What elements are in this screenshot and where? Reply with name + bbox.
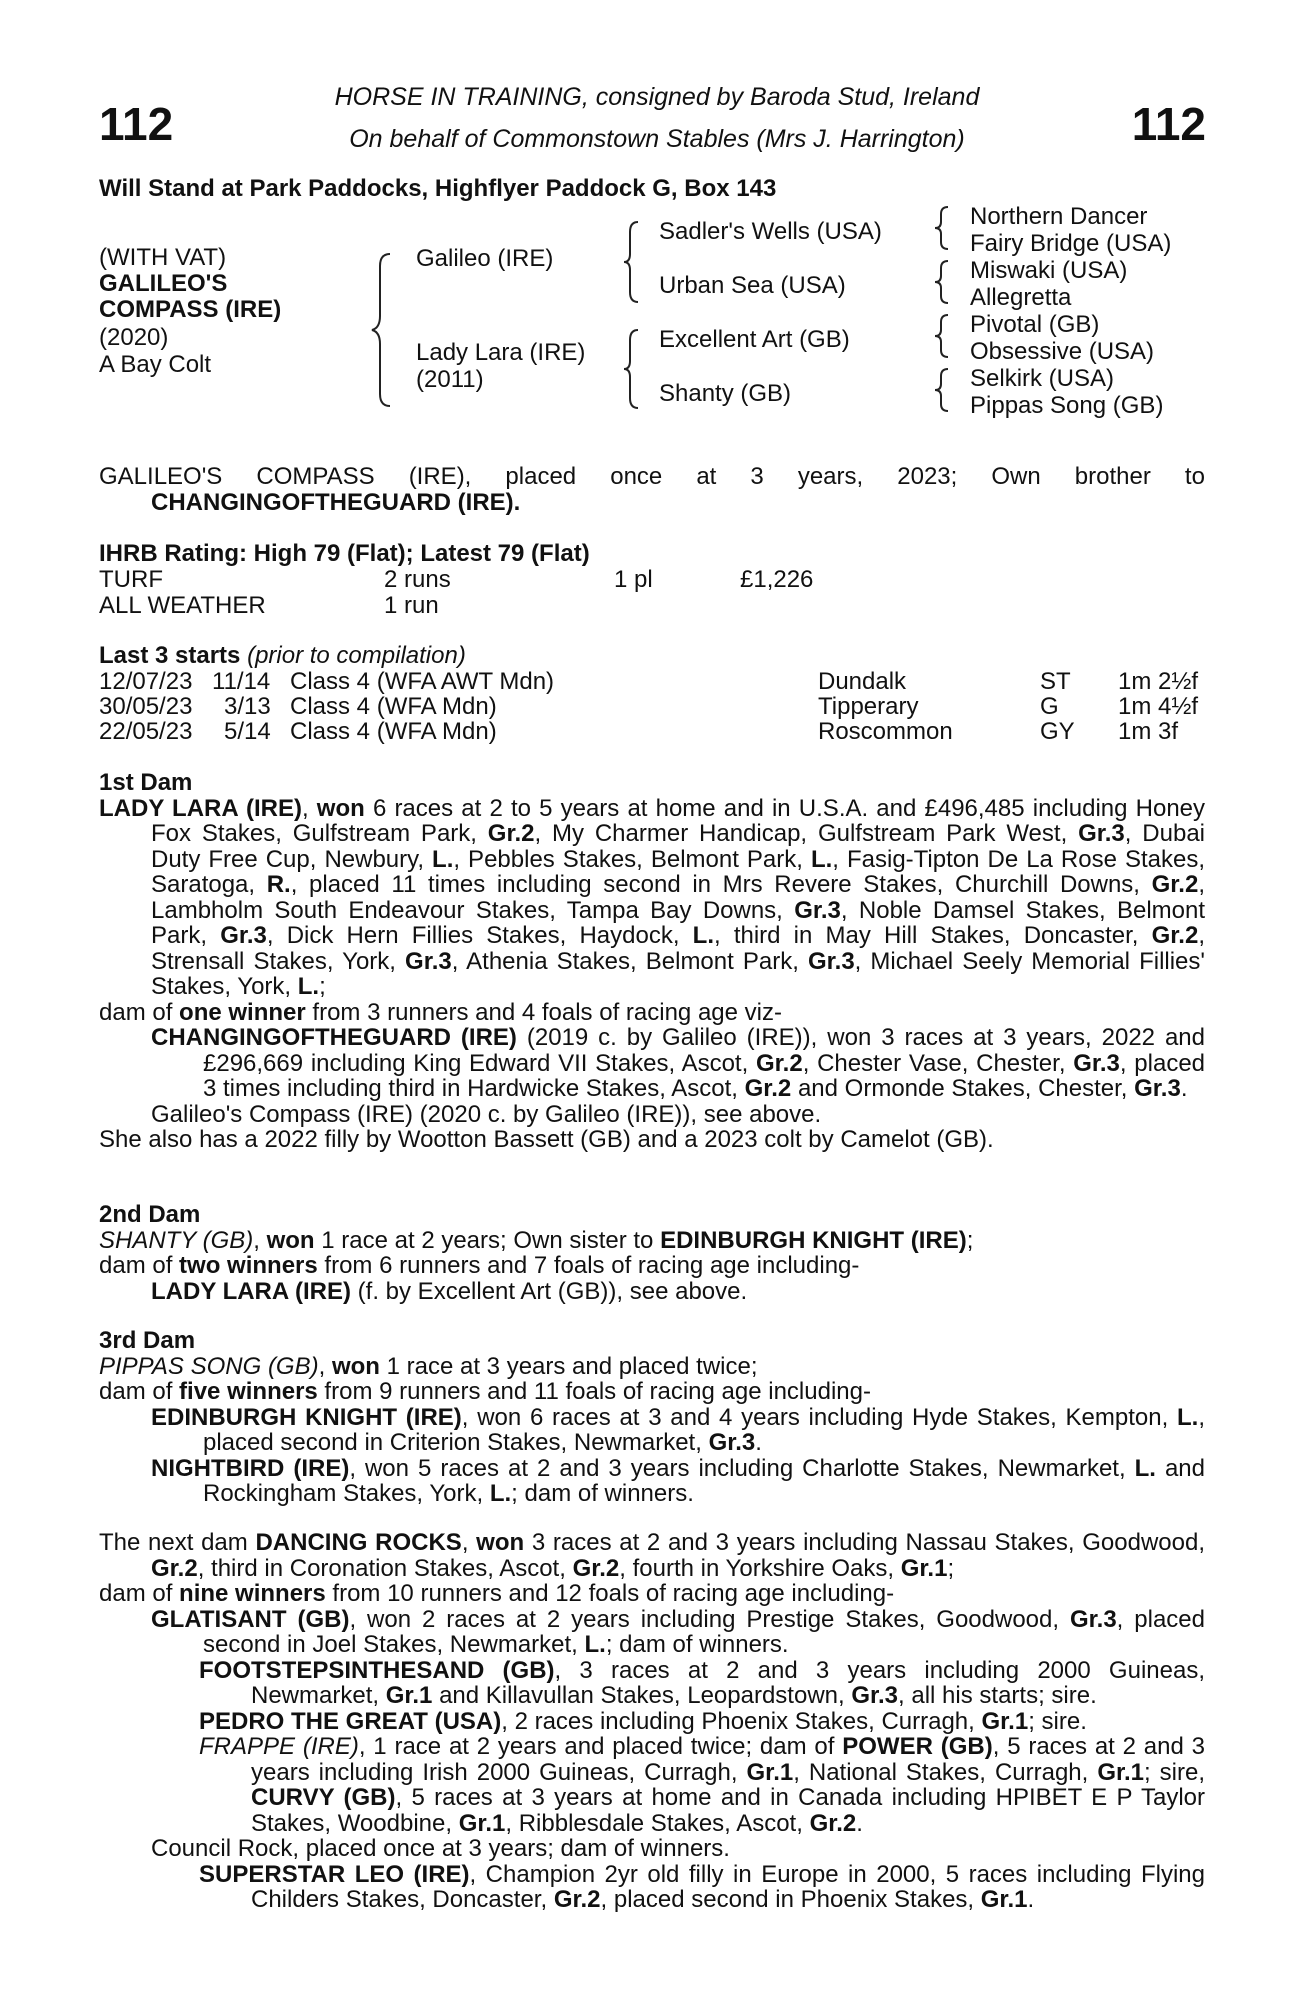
record-text: ;	[947, 1554, 955, 1582]
summary-word: years,	[797, 463, 864, 490]
start-race: Class 4 (WFA AWT Mdn)	[290, 668, 555, 695]
record-text: , 5 races at 2 and 3 years including Irish 2000 Guineas, Curragh,	[251, 1733, 1206, 1786]
record-text: , Dubai Duty Free Cup, Newbury,	[151, 820, 1205, 873]
record-text: , placed second in Criterion Stakes, Newmarket,	[203, 1403, 1206, 1456]
start-going: G	[1040, 693, 1059, 720]
record-text: , Pebbles Stakes, Belmont Park,	[453, 845, 811, 873]
dam-name: LADY LARA (IRE)	[99, 794, 302, 822]
horse-name-line1: GALILEO'S	[99, 270, 228, 297]
record-text: , Strensall Stakes, York,	[151, 922, 1205, 975]
progeny-footstepsinthesand	[99, 1658, 1205, 1709]
pedigree-sire-dam: Urban Sea (USA)	[659, 272, 846, 299]
grade: Gr.3	[405, 947, 452, 975]
pedigree-ddd: Pippas Song (GB)	[970, 392, 1164, 419]
summary-word: 3	[750, 463, 764, 490]
pedigree-brace-main	[368, 250, 398, 410]
grade: Gr.1	[981, 1707, 1029, 1735]
progeny-council-rock: Council Rock, placed once at 3 years; dam of winners.	[151, 1835, 730, 1862]
third-dam-section	[99, 1328, 1205, 1507]
won-label: won	[266, 1226, 315, 1254]
record-text: , Athenia Stakes, Belmont Park,	[451, 947, 808, 975]
record-text: .	[755, 1429, 762, 1456]
record-text: , all his starts; sire.	[898, 1682, 1097, 1709]
pedigree-dam-year: (2011)	[416, 366, 484, 393]
dam-name: DANCING ROCKS	[255, 1529, 462, 1556]
next-dam-section	[99, 1530, 1205, 1913]
grade: Gr.1	[458, 1809, 506, 1837]
record-text: , placed 3 times including third in Hardwicke Stakes, Ascot,	[203, 1049, 1206, 1102]
summary-word: placed	[505, 463, 577, 490]
rating-surface: ALL WEATHER	[99, 592, 266, 619]
horse-description: A Bay Colt	[99, 351, 212, 378]
record-text: ; sire.	[1028, 1707, 1087, 1735]
record-text: dam of	[99, 1378, 180, 1405]
progeny-name: NIGHTBIRD (IRE)	[151, 1454, 350, 1482]
record-text: , 3 races at 2 and 3 years including 2000 Guineas, Newmarket,	[251, 1656, 1205, 1709]
grade: Gr.3	[851, 1682, 899, 1709]
progeny-name: EDINBURGH KNIGHT (IRE)	[151, 1403, 462, 1431]
record-text: , fourth in Yorkshire Oaks,	[619, 1554, 901, 1582]
start-distance: 1m 2½f	[1118, 668, 1199, 695]
rating-runs: 2 runs	[384, 566, 451, 593]
second-dam-title: 2nd Dam	[99, 1201, 201, 1228]
progeny-superstar-leo	[99, 1862, 1205, 1913]
rating-runs: 1 run	[384, 592, 439, 619]
summary-word: to	[1184, 463, 1205, 490]
record-text: , third in Coronation Stakes, Ascot,	[197, 1554, 573, 1582]
start-course: Dundalk	[818, 668, 907, 695]
grade: Gr.3	[794, 896, 841, 924]
record-text: dam of	[99, 998, 180, 1026]
won-label: won	[331, 1352, 380, 1380]
summary-word: brother	[1074, 463, 1151, 490]
progeny-pedro-the-great	[99, 1709, 1205, 1735]
grade: Gr.3	[807, 947, 855, 975]
record-text: 6 races at 2 to 5 years at home and in U.S.A. and £496,485 including Honey Fox Stakes, Gulfstream Park,	[151, 794, 1206, 847]
grade: L.	[432, 845, 454, 873]
first-dam-also: She also has a 2022 filly by Wootton Bassett (GB) and a 2023 colt by Camelot (GB).	[99, 1126, 994, 1153]
start-course: Roscommon	[818, 718, 953, 745]
record-text: , Michael Seely Memorial Fillies' Stakes, York,	[151, 947, 1205, 1000]
second-dam-section	[99, 1202, 1205, 1304]
record-text: 1 race at 3 years and placed twice;	[379, 1352, 758, 1380]
third-dam-title: 3rd Dam	[99, 1327, 196, 1354]
record-text: from 6 runners and 7 foals of racing age including-	[317, 1252, 860, 1279]
progeny-name: LADY LARA (IRE)	[151, 1277, 351, 1305]
next-dam-record: The next dam DANCING ROCKS, won 3 races at 2 and 3 years including Nassau Stakes, Goodwood, Gr.2, third in Coronation Stakes, Ascot, Gr.2, fourth in Yorkshire Oaks, Gr.1;	[99, 1529, 1206, 1582]
start-race: Class 4 (WFA Mdn)	[290, 693, 497, 720]
rating-surface: TURF	[99, 566, 163, 593]
record-text: , placed 11 times including second in Mrs Revere Stakes, Churchill Downs,	[290, 871, 1152, 898]
start-position: 3/13	[224, 693, 271, 720]
grade: Gr.3	[1134, 1075, 1181, 1102]
consignor-line: HORSE IN TRAINING, consigned by Baroda Stud, Ireland	[334, 83, 980, 111]
grade: L.	[1134, 1454, 1156, 1482]
start-distance: 1m 4½f	[1118, 693, 1199, 720]
record-text: , Chester Vase, Chester,	[802, 1049, 1074, 1077]
next-dam-produce	[99, 1581, 1205, 1607]
lot-number-right: 112	[1131, 98, 1206, 150]
dam-name: SHANTY (GB)	[99, 1226, 254, 1254]
grade: L.	[692, 922, 714, 949]
pedigree-brace-dam	[620, 326, 644, 412]
progeny-changingoftheguard	[99, 1025, 1205, 1102]
first-dam-record: LADY LARA (IRE), won 6 races at 2 to 5 years at home and in U.S.A. and £496,485 including Honey Fox Stakes, Gulfstream Park, Gr.2, My Charmer Handicap, Gulfstream Park West, Gr.3, Dubai Duty Free Cup, Newbury, L., Pebbles Stakes, Belmont Park, L., Fasig-Tipton De La Rose Stakes, Saratoga, R., placed 11 times including second in Mrs Revere Stakes, Churchill Downs, Gr.2, Lambholm South Endeavour Stakes, Tampa Bay Downs, Gr.3, Noble Damsel Stakes, Belmont Park, Gr.3, Dick Hern Fillies Stakes, Haydock, L., third in May Hill Stakes, Doncaster, Gr.2, Strensall Stakes, York, Gr.3, Athenia Stakes, Belmont Park, Gr.3, Michael Seely Memorial Fillies' Stakes, York, L.;	[99, 794, 1206, 1000]
record-text: , My Charmer Handicap, Gulfstream Park West,	[534, 820, 1079, 847]
record-text: and Rockingham Stakes, York,	[203, 1454, 1205, 1507]
record-text: and Ormonde Stakes, Chester,	[791, 1075, 1135, 1102]
pedigree-dam: Lady Lara (IRE)	[416, 339, 586, 366]
grade: Gr.3	[1069, 1605, 1117, 1633]
record-text: , won 2 races at 2 years including Prestige Stakes, Goodwood,	[349, 1605, 1070, 1633]
winners-count: one winner	[179, 998, 306, 1026]
pedigree-ssd: Fairy Bridge (USA)	[970, 230, 1172, 257]
start-going: GY	[1040, 718, 1075, 745]
progeny-name: SUPERSTAR LEO (IRE)	[199, 1860, 470, 1888]
grade: Gr.1	[746, 1758, 794, 1786]
second-dam-record: SHANTY (GB), won 1 race at 2 years; Own sister to EDINBURGH KNIGHT (IRE);	[99, 1226, 974, 1254]
start-date: 22/05/23	[99, 718, 193, 745]
won-label: won	[316, 794, 365, 822]
grade: Gr.1	[1097, 1758, 1145, 1786]
record-text: , placed second in Joel Stakes, Newmarket,	[203, 1605, 1205, 1658]
record-text: .	[1027, 1886, 1035, 1913]
record-text: dam of	[99, 1580, 180, 1607]
record-text: , Ribblesdale Stakes, Ascot,	[505, 1809, 810, 1837]
progeny-galileos-compass: Galileo's Compass (IRE) (2020 c. by Galileo (IRE)), see above.	[151, 1100, 822, 1128]
lot-number-left: 112	[99, 98, 174, 150]
record-text: .	[856, 1809, 863, 1837]
grade: Gr.2	[151, 1554, 198, 1582]
record-text: The next dam	[99, 1529, 256, 1556]
record-text: ;	[319, 973, 326, 1000]
third-dam-produce	[99, 1379, 1205, 1405]
grade: Gr.2	[809, 1809, 857, 1837]
grade: Gr.2	[487, 820, 535, 847]
record-text: , 1 race at 2 years and placed twice; dam of	[358, 1733, 843, 1760]
progeny-glatisant	[99, 1607, 1205, 1658]
ihrb-rating: IHRB Rating: High 79 (Flat); Latest 79 (Flat)	[99, 540, 590, 567]
record-text: , National Stakes, Curragh,	[793, 1758, 1098, 1786]
record-text: , won 5 races at 2 and 3 years including Charlotte Stakes, Newmarket,	[349, 1454, 1135, 1482]
progeny-name: GLATISANT (GB)	[151, 1605, 350, 1633]
start-race: Class 4 (WFA Mdn)	[290, 718, 497, 745]
record-text: , placed second in Phoenix Stakes,	[600, 1886, 981, 1913]
record-text: .	[1180, 1075, 1188, 1102]
start-course: Tipperary	[818, 693, 919, 720]
progeny-name: FRAPPE (IRE)	[199, 1733, 359, 1760]
pedigree-sire-sire: Sadler's Wells (USA)	[659, 218, 882, 245]
summary-word: (IRE),	[408, 463, 472, 490]
dam-name: PIPPAS SONG (GB)	[99, 1352, 319, 1380]
pedigree-dss: Pivotal (GB)	[970, 311, 1100, 338]
first-dam-produce	[99, 1000, 1205, 1026]
pedigree-dds: Selkirk (USA)	[970, 365, 1115, 392]
pedigree-dam-sire: Excellent Art (GB)	[659, 326, 850, 353]
summary-word: 2023;	[897, 463, 958, 490]
start-date: 30/05/23	[99, 693, 193, 720]
record-text: ;	[966, 1226, 974, 1254]
grade: Gr.2	[755, 1049, 803, 1077]
record-text: dam of	[99, 1252, 180, 1279]
grade: Gr.1	[385, 1682, 433, 1709]
winners-count: nine winners	[179, 1580, 326, 1607]
pedigree-sdd: Allegretta	[970, 284, 1072, 311]
pedigree-brace-sire	[620, 218, 644, 306]
record-text: 3 races at 2 and 3 years including Nassau Stakes, Goodwood,	[524, 1529, 1206, 1556]
progeny-nightbird	[99, 1456, 1205, 1507]
grade: Gr.3	[1073, 1049, 1120, 1077]
vat-note: (WITH VAT)	[99, 244, 227, 271]
summary-line1	[99, 464, 1205, 490]
grade: L.	[584, 1631, 606, 1658]
progeny-frappe	[99, 1734, 1205, 1836]
grade: Gr.2	[1151, 922, 1199, 949]
record-text: from 3 runners and 4 foals of racing age viz-	[305, 998, 782, 1026]
horse-year: (2020)	[99, 324, 169, 351]
pedigree-brace-dd	[932, 366, 954, 414]
grade: Gr.3	[220, 922, 267, 949]
record-text: , 2 races including Phoenix Stakes, Curragh,	[501, 1707, 982, 1735]
record-text: and Killavullan Stakes, Leopardstown,	[432, 1682, 852, 1709]
stand-location: Will Stand at Park Paddocks, Highflyer Paddock G, Box 143	[99, 175, 777, 202]
pedigree-brace-ds	[932, 312, 954, 360]
last-starts-label: Last 3 starts	[99, 642, 241, 669]
pedigree-dam-dam: Shanty (GB)	[659, 380, 792, 407]
grade: Gr.2	[553, 1886, 601, 1913]
record-text: , 5 races at 3 years at home and in Canada including HPIBET E P Taylor Stakes, Woodbine,	[251, 1784, 1205, 1837]
rating-prize: £1,226	[740, 566, 814, 593]
summary-word: Own	[991, 463, 1041, 490]
record-text: 1 race at 2 years; Own sister to	[314, 1226, 661, 1254]
record-text: , Noble Damsel Stakes, Belmont Park,	[151, 896, 1206, 949]
grade: Gr.3	[1078, 820, 1125, 847]
on-behalf-line: On behalf of Commonstown Stables (Mrs J. Harrington)	[349, 125, 965, 153]
winners-count: five winners	[179, 1378, 318, 1405]
pedigree-sds: Miswaki (USA)	[970, 257, 1128, 284]
won-label: won	[476, 1529, 525, 1556]
grade: Gr.1	[900, 1554, 948, 1582]
record-text: (f. by Excellent Art (GB)), see above.	[351, 1277, 748, 1305]
grade: Gr.2	[744, 1075, 792, 1102]
summary-word: once	[610, 463, 663, 490]
rating-placed: 1 pl	[614, 566, 653, 593]
winners-count: two winners	[179, 1252, 318, 1279]
first-dam-section	[99, 770, 1205, 1153]
summary-word: COMPASS	[256, 463, 375, 490]
record-text: , Fasig-Tipton De La Rose Stakes, Saratoga,	[151, 845, 1205, 898]
summary-word: at	[696, 463, 717, 490]
record-text: , Dick Hern Fillies Stakes, Haydock,	[266, 922, 693, 949]
pedigree-sss: Northern Dancer	[970, 203, 1148, 230]
start-going: ST	[1040, 668, 1071, 695]
progeny-name: CURVY (GB)	[251, 1784, 396, 1811]
progeny-name: PEDRO THE GREAT (USA)	[199, 1707, 502, 1735]
start-date: 12/07/23	[99, 668, 193, 695]
grade: Gr.2	[1151, 871, 1199, 898]
grade: L.	[489, 1480, 512, 1507]
progeny-name: FOOTSTEPSINTHESAND (GB)	[199, 1656, 555, 1684]
summary-brother: CHANGINGOFTHEGUARD (IRE).	[151, 489, 521, 516]
pedigree-sire: Galileo (IRE)	[416, 245, 554, 272]
grade: L.	[810, 845, 833, 873]
first-dam-title: 1st Dam	[99, 769, 193, 796]
record-text: , third in May Hill Stakes, Doncaster,	[713, 922, 1152, 949]
record-text: ; dam of winners.	[605, 1631, 789, 1658]
pedigree-brace-sd	[932, 258, 954, 306]
last-starts-title	[99, 643, 466, 669]
pedigree-brace-ss	[932, 204, 954, 252]
start-position: 11/14	[212, 668, 271, 695]
grade: L.	[1177, 1403, 1199, 1431]
record-text: ; sire,	[1144, 1758, 1206, 1786]
grade: Gr.1	[980, 1886, 1028, 1913]
progeny-name: POWER (GB)	[842, 1733, 993, 1760]
record-text: , Lambholm South Endeavour Stakes, Tampa Bay Downs,	[151, 871, 1205, 924]
grade: L.	[297, 973, 320, 1000]
record-text: from 9 runners and 11 foals of racing age including-	[317, 1378, 871, 1405]
record-text: ; dam of winners.	[511, 1480, 694, 1507]
record-text: from 10 runners and 12 foals of racing age including-	[325, 1580, 895, 1607]
second-dam-produce	[99, 1253, 1205, 1279]
progeny-edinburgh-knight	[99, 1405, 1205, 1456]
horse-name-line2: COMPASS (IRE)	[99, 296, 282, 323]
record-text: (2019 c. by Galileo (IRE)), won 3 races at 3 years, 2022 and £296,669 including King Edward VII Stakes, Ascot,	[203, 1024, 1206, 1077]
record-text: , Champion 2yr old filly in Europe in 2000, 5 races including Flying Childers Stakes, Doncaster,	[251, 1860, 1205, 1913]
summary-word: GALILEO'S	[99, 463, 223, 490]
grade: Gr.2	[572, 1554, 620, 1582]
progeny-lady-lara	[99, 1279, 1205, 1305]
grade: R.	[266, 871, 291, 898]
last-starts-note: (prior to compilation)	[247, 642, 466, 669]
sibling-name: EDINBURGH KNIGHT (IRE)	[660, 1226, 967, 1254]
third-dam-record: PIPPAS SONG (GB), won 1 race at 3 years and placed twice;	[99, 1352, 758, 1380]
progeny-name: CHANGINGOFTHEGUARD (IRE)	[151, 1024, 517, 1051]
record-text: , won 6 races at 3 and 4 years including Hyde Stakes, Kempton,	[461, 1403, 1178, 1431]
start-distance: 1m 3f	[1118, 718, 1179, 745]
start-position: 5/14	[224, 718, 271, 745]
pedigree-dsd: Obsessive (USA)	[970, 338, 1155, 365]
grade: Gr.3	[708, 1429, 756, 1456]
